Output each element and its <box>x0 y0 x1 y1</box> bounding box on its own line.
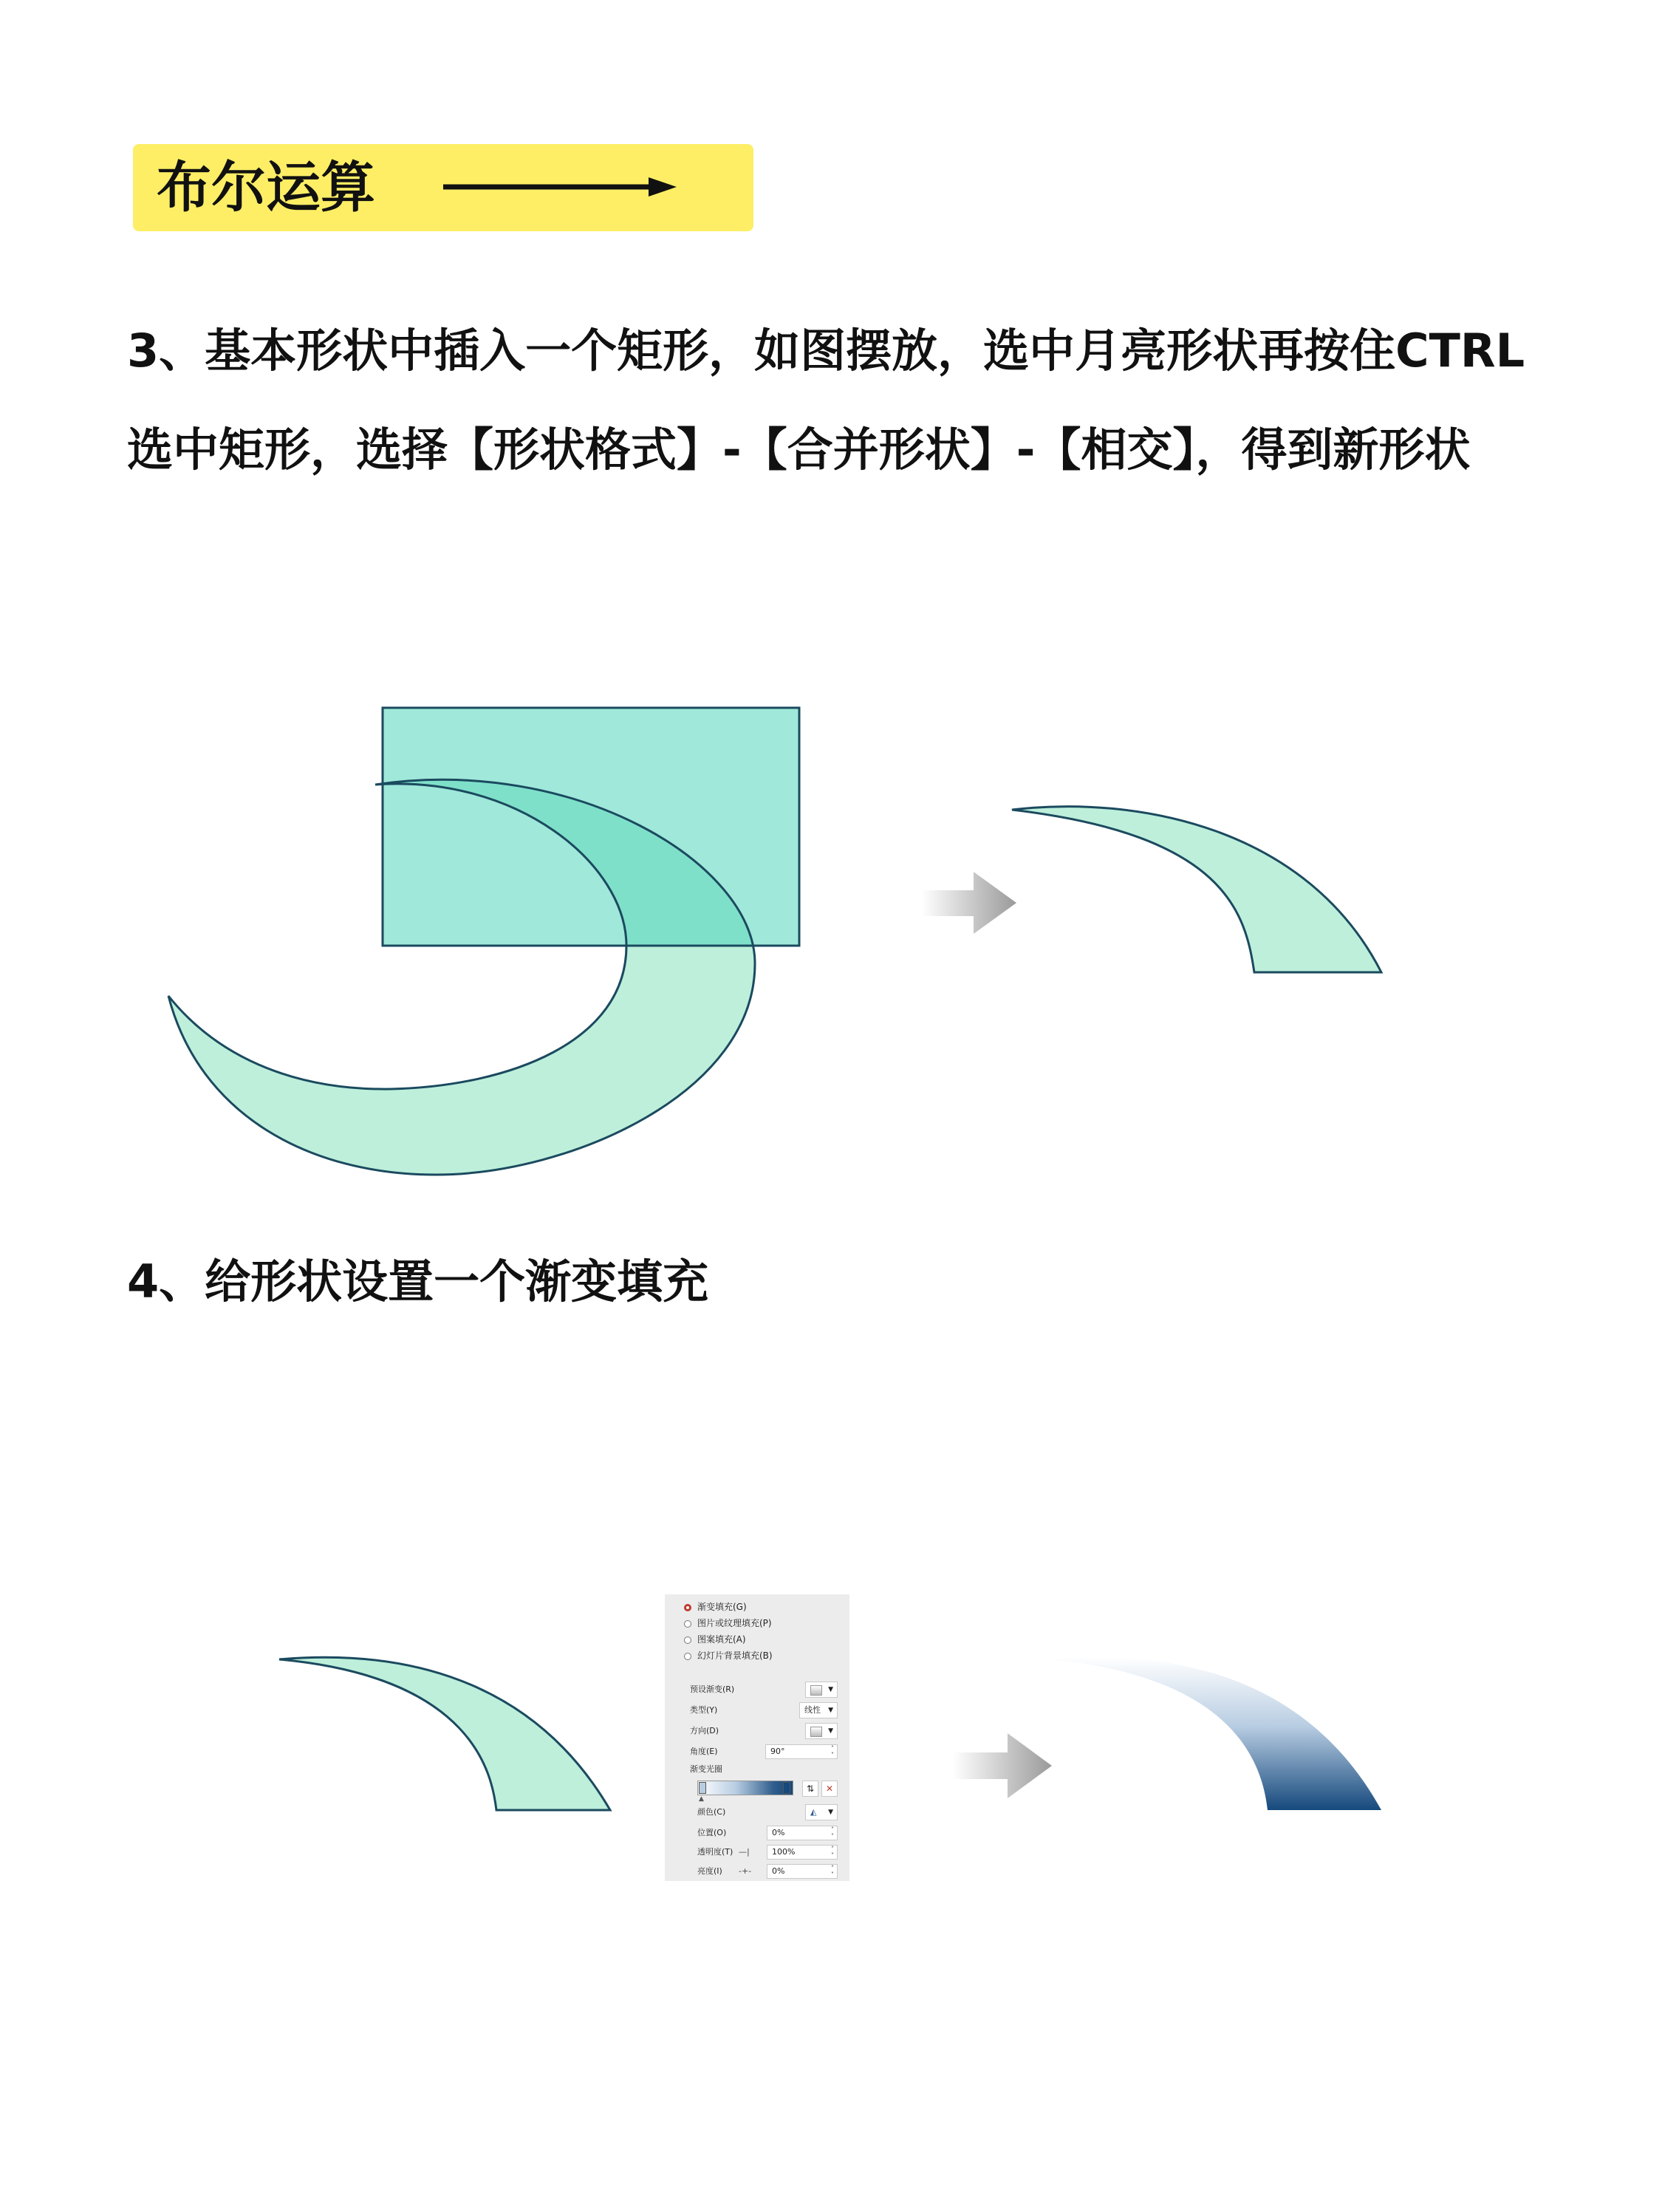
result-arrow-icon <box>922 872 1016 934</box>
remove-stop-icon[interactable]: ✕ <box>821 1781 838 1797</box>
step-3-text: 3、基本形状中插入一个矩形，如图摆放，选中月亮形状再按住CTRL选中矩形，选择【形状格式】-【合并形状】-【相交】，得到新形状 <box>127 324 1525 477</box>
position-input[interactable]: 0% ˄ ˅ <box>767 1826 838 1840</box>
radio-icon <box>684 1636 691 1644</box>
angle-input[interactable]: 90° ˄ ˅ <box>765 1744 838 1759</box>
selected-stop-marker-icon: ▲ <box>699 1795 704 1803</box>
color-picker[interactable] <box>805 1804 838 1820</box>
intersection-result-shape <box>1012 807 1381 972</box>
chevron-down-icon: ▼ <box>828 1809 833 1816</box>
title-arrow-icon <box>443 171 680 203</box>
spinner-icon[interactable]: ˄ ˅ <box>831 1745 834 1758</box>
spinner-icon[interactable]: ˄ ˅ <box>831 1865 834 1878</box>
brightness-input[interactable]: 0% ˄ ˅ <box>767 1864 838 1879</box>
fill-option-picture[interactable]: 图片或纹理填充(P) <box>684 1615 772 1631</box>
chevron-down-icon: ▼ <box>828 1727 833 1735</box>
preset-gradient-label: 预设渐变(R) <box>690 1684 735 1694</box>
radio-selected-icon <box>684 1604 691 1611</box>
direction-swatch-icon <box>810 1727 822 1737</box>
gradient-stop-handle[interactable] <box>699 1782 706 1794</box>
step-4-text: 4、给形状设置一个渐变填充 <box>127 1255 709 1308</box>
spinner-icon[interactable]: ˄ ˅ <box>831 1826 834 1840</box>
brightness-slider-icon[interactable]: -+- <box>739 1866 752 1876</box>
apply-arrow-icon <box>953 1733 1052 1798</box>
type-label: 类型(Y) <box>690 1705 718 1715</box>
add-stop-icon[interactable]: ⇅ <box>802 1781 818 1797</box>
gradient-result-shape <box>1049 1657 1381 1810</box>
direction-label: 方向(D) <box>690 1726 719 1735</box>
position-label: 位置(O) <box>697 1828 727 1837</box>
transparency-input[interactable]: 100% ˄ ˅ <box>767 1845 838 1860</box>
fill-option-gradient[interactable]: 渐变填充(G) <box>684 1599 747 1615</box>
gradient-stop-handle[interactable] <box>783 1782 790 1794</box>
fill-option-slide-background[interactable]: 幻灯片背景填充(B) <box>684 1648 773 1664</box>
preset-gradient-dropdown[interactable] <box>805 1682 838 1698</box>
paint-bucket-icon: ◭ <box>810 1807 817 1817</box>
angle-label: 角度(E) <box>690 1747 718 1756</box>
transparency-label: 透明度(T) <box>697 1847 733 1857</box>
intersect-figure <box>0 665 1662 1197</box>
gradient-fill-panel <box>665 1594 849 1881</box>
gradient-stops-label: 渐变光圈 <box>690 1764 722 1774</box>
direction-dropdown[interactable] <box>805 1723 838 1739</box>
chevron-down-icon: ▼ <box>828 1686 833 1693</box>
brightness-label: 亮度(I) <box>697 1866 722 1876</box>
gradient-stops-bar[interactable] <box>697 1781 793 1795</box>
radio-icon <box>684 1653 691 1660</box>
source-shape <box>279 1657 610 1810</box>
section-title: 布尔运算 <box>157 156 375 219</box>
transparency-slider-icon[interactable]: —| <box>739 1847 750 1857</box>
preset-swatch-icon <box>810 1685 822 1696</box>
radio-icon <box>684 1620 691 1628</box>
fill-option-pattern[interactable]: 图案填充(A) <box>684 1631 746 1648</box>
type-dropdown[interactable]: 线性 ▼ <box>799 1702 838 1718</box>
spinner-icon[interactable]: ˄ ˅ <box>831 1846 834 1859</box>
color-label: 颜色(C) <box>697 1807 726 1817</box>
chevron-down-icon: ▼ <box>828 1707 833 1714</box>
section-title-banner <box>133 144 753 231</box>
